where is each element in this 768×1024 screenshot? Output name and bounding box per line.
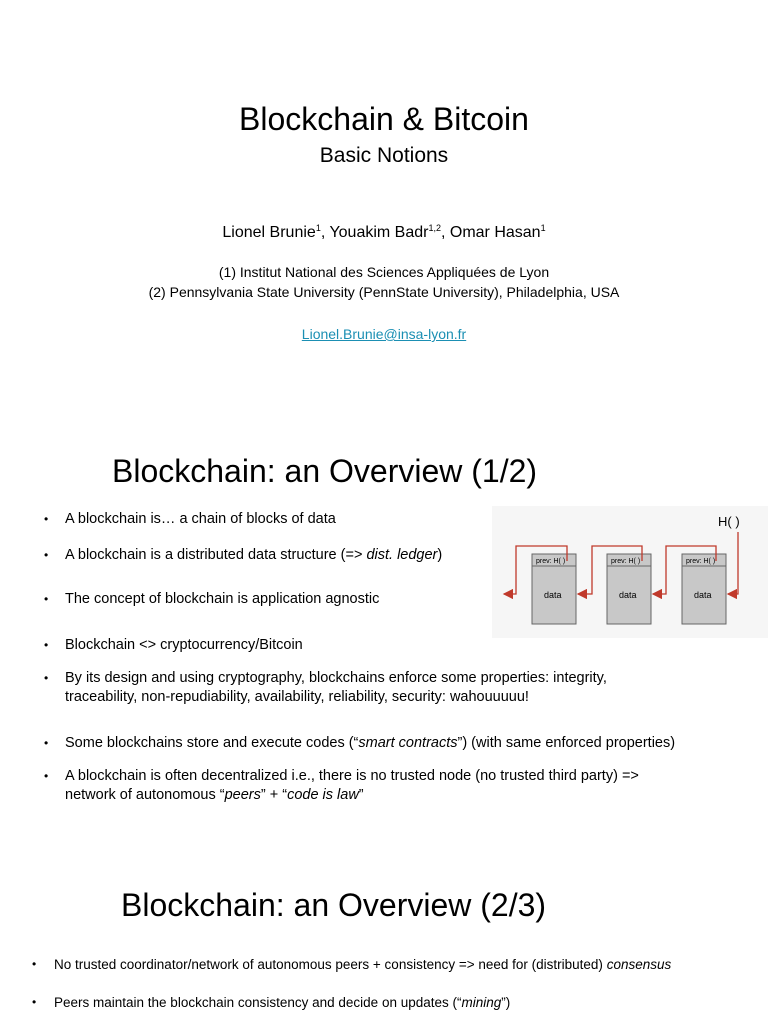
author-name: Omar Hasan <box>449 224 541 241</box>
bullet-text <box>54 955 671 974</box>
text-run: ”) <box>501 995 511 1010</box>
block-header: prev: H( ) <box>686 558 716 565</box>
bullet-dot-icon: • <box>44 671 49 685</box>
bullet-text <box>65 636 303 655</box>
bullet-line <box>65 546 442 565</box>
block-header: prev: H( ) <box>611 558 641 565</box>
text-run: A blockchain is often decentralized i.e., there is no trusted node (no trusted third party) => <box>65 768 639 784</box>
block-body: data <box>694 590 712 600</box>
block-1 <box>532 554 576 624</box>
text-run: ” <box>358 787 364 803</box>
bullet-text <box>65 669 607 707</box>
bullet-line <box>65 734 675 753</box>
emphasis-text: peers <box>224 787 261 803</box>
text-run: A blockchain is… a chain of blocks of data <box>65 511 336 527</box>
authors-line <box>0 218 768 243</box>
blockchain-diagram-svg <box>492 506 768 638</box>
bullet-dot-icon: • <box>44 592 49 606</box>
bullet-dot-icon: • <box>44 548 49 562</box>
bullet-line <box>54 955 671 974</box>
email-line <box>0 324 768 344</box>
text-run: Some blockchains store and execute codes (“ <box>65 735 359 751</box>
bullet-dot-icon: • <box>44 736 49 750</box>
text-run: ) <box>437 547 443 563</box>
author-separator: , <box>320 224 330 241</box>
text-run: Blockchain <> cryptocurrency/Bitcoin <box>65 637 303 653</box>
author-affiliation-mark: 1 <box>540 223 546 233</box>
bullet-line: traceability, non-repudiability, availability, reliability, security: wahouuuuu! <box>65 689 529 705</box>
bullet-line <box>65 590 379 609</box>
author-affiliation-mark: 1,2 <box>428 223 441 233</box>
text-run: A blockchain is a distributed data structure (=> <box>65 547 367 563</box>
bullet-dot-icon: • <box>32 957 37 971</box>
bullet-line <box>65 636 303 655</box>
bullet-text <box>54 993 510 1012</box>
bullet-line <box>65 669 607 688</box>
bullet-text <box>65 546 442 565</box>
email-link[interactable]: Lionel.Brunie@insa-lyon.fr <box>301 326 467 342</box>
text-run: ” + “ <box>260 787 288 803</box>
block-header: prev: H( ) <box>536 558 566 565</box>
text-run: ”) (with same enforced properties) <box>457 735 676 751</box>
block-2 <box>607 554 651 624</box>
bullet-text <box>65 734 675 753</box>
affiliation-1: (1) Institut National des Sciences Appliquées de Lyon <box>218 264 550 280</box>
bullet-line <box>65 786 639 805</box>
bullet-dot-icon: • <box>32 995 37 1009</box>
block-3 <box>682 554 726 624</box>
text-run: network of autonomous “ <box>65 787 225 803</box>
deck-title: Blockchain & Bitcoin <box>239 101 529 137</box>
emphasis-text: consensus <box>606 957 672 972</box>
author-name: Youakim Badr <box>329 224 429 241</box>
emphasis-text: mining <box>461 995 502 1010</box>
text-run: No trusted coordinator/network of autonomous peers + consistency => need for (distributed) <box>54 957 607 972</box>
emphasis-text: smart contracts <box>358 735 458 751</box>
bullet-line <box>65 767 639 786</box>
bullet-dot-icon: • <box>44 769 49 783</box>
bullet-text <box>65 510 336 529</box>
block-body: data <box>544 590 562 600</box>
text-run: Peers maintain the blockchain consistency and decide on updates (“ <box>54 995 462 1010</box>
block-body: data <box>619 590 637 600</box>
author-separator: , <box>440 224 450 241</box>
bullet-line <box>54 993 510 1012</box>
emphasis-text: code is law <box>287 787 359 803</box>
bullet-dot-icon: • <box>44 638 49 652</box>
slide-title-overview-2: Blockchain: an Overview (2/3) <box>121 887 547 923</box>
bullet-text <box>65 767 639 805</box>
deck-subtitle: Basic Notions <box>319 144 449 167</box>
author-affiliation-mark: 1 <box>315 223 321 233</box>
text-run: The concept of blockchain is application agnostic <box>65 591 380 607</box>
bullet-dot-icon: • <box>44 512 49 526</box>
text-run: By its design and using cryptography, blockchains enforce some properties: integrity, <box>65 670 607 686</box>
bullet-line <box>65 510 336 529</box>
affiliation-2: (2) Pennsylvania State University (PennState University), Philadelphia, USA <box>148 284 620 300</box>
bullet-text <box>65 590 379 609</box>
slide-title-overview-1: Blockchain: an Overview (1/2) <box>112 453 538 489</box>
hash-label: H( ) <box>718 514 740 529</box>
author-name: Lionel Brunie <box>222 224 316 241</box>
blockchain-diagram <box>492 506 768 638</box>
emphasis-text: dist. ledger <box>366 547 438 563</box>
